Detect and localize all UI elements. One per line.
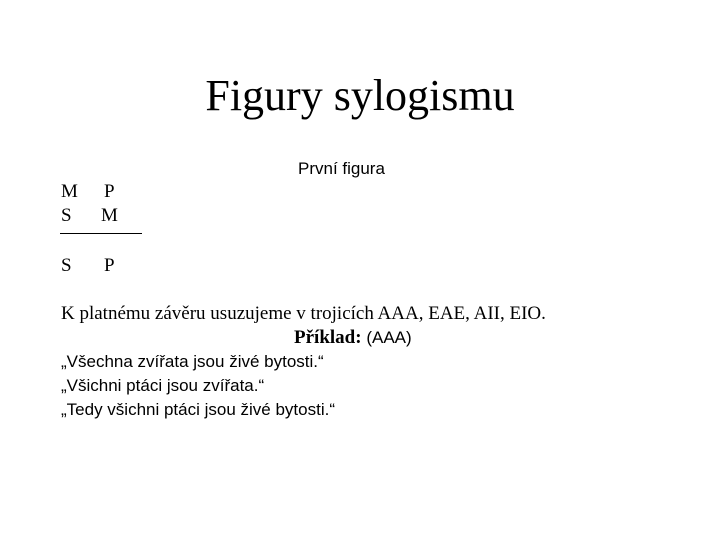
example-mood: (AAA)	[366, 328, 412, 347]
minor-premise-middle-term: M	[101, 205, 118, 226]
conclusion-predicate: P	[104, 255, 115, 276]
example-label: Příklad:	[294, 327, 362, 348]
example-conclusion: „Tedy všichni ptáci jsou živé bytosti.“	[61, 400, 335, 419]
minor-premise-subject: S	[61, 205, 72, 226]
example-heading	[294, 326, 412, 350]
major-premise-middle-term: M	[61, 181, 78, 202]
example-premise-2: „Všichni ptáci jsou zvířata.“	[61, 376, 265, 395]
conclusion-subject: S	[61, 255, 72, 276]
slide-title: Figury sylogismu	[205, 71, 515, 120]
valid-moods-text: K platnému závěru usuzujeme v trojicích AAA, EAE, AII, EIO.	[61, 303, 546, 324]
conclusion-divider	[60, 233, 142, 234]
example-premise-1: „Všechna zvířata jsou živé bytosti.“	[61, 352, 324, 371]
figure-subtitle: První figura	[298, 159, 385, 178]
major-premise-predicate: P	[104, 181, 115, 202]
